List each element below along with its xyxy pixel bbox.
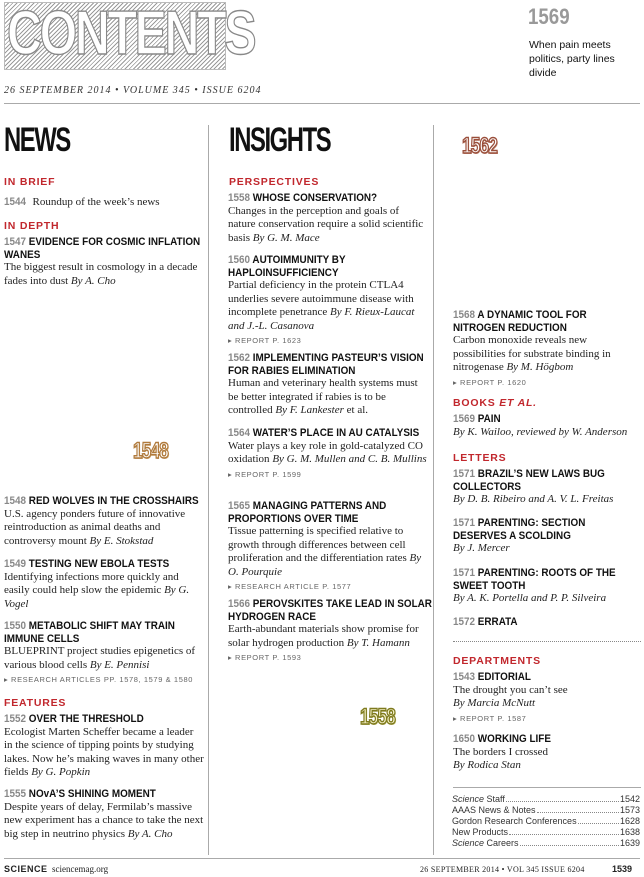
section-divider	[453, 641, 641, 642]
entry-body: U.S. agency ponders future of innovative reintroduction as animal deaths and controversy mount	[4, 507, 186, 547]
entry-title: METABOLIC SHIFT MAY TRAIN IMMUNE CELLS	[4, 620, 175, 645]
page-number: 1571	[453, 517, 476, 529]
toc-entry-1543[interactable]	[453, 671, 641, 723]
in-depth-label: IN DEPTH	[4, 220, 60, 232]
page-number: 1566	[228, 598, 251, 610]
page-number: 1568	[453, 309, 476, 321]
page-badge-1558: 1558	[360, 704, 396, 729]
entry-body: Earth-abundant materials show promise for solar hydrogen production	[228, 623, 419, 649]
misc-item[interactable]: New Products 1638	[452, 827, 640, 837]
byline: By D. B. Ribeiro and A. V. L. Freitas	[453, 493, 614, 505]
entry-title: PAIN	[477, 413, 501, 425]
entry-title: WORKING LIFE	[477, 733, 551, 745]
toc-entry-1571-parenting2[interactable]	[453, 567, 641, 606]
byline: By E. Stokstad	[89, 534, 154, 547]
entry-title: MANAGING PATTERNS AND PROPORTIONS OVER TIME	[228, 500, 387, 525]
byline: By T. Hamann	[346, 636, 410, 649]
letters-label: LETTERS	[453, 452, 507, 464]
entry-title: ERRATA	[477, 616, 518, 628]
byline: By J. Mercer	[453, 542, 510, 554]
byline: By O. Pourquie	[228, 552, 422, 578]
toc-entry-1568[interactable]	[453, 309, 641, 387]
toc-entry-1548[interactable]	[4, 495, 204, 548]
toc-entry-1558[interactable]	[228, 192, 428, 245]
byline: By E. Pennisi	[89, 658, 150, 671]
report-link[interactable]: ▸ REPORT P. 1587	[453, 713, 527, 723]
entry-body: Human and veterinary health systems must be better integrated if rabies is to be controlled	[228, 377, 418, 416]
toc-entry-1566[interactable]	[228, 598, 432, 662]
footer-divider	[4, 858, 640, 859]
report-link[interactable]: ▸ REPORT P. 1623	[228, 336, 302, 345]
journal-name: SCIENCE	[4, 864, 48, 874]
entry-body: Tissue patterning is specified relative to growth through differences between cell proliferation and the differentiation rates	[228, 525, 407, 564]
entry-title: OVER THE THRESHOLD	[28, 713, 144, 725]
page-number: 1562	[228, 352, 251, 364]
page-number: 1552	[4, 713, 27, 725]
toc-entry-1552[interactable]	[4, 713, 204, 780]
toc-entry-1549[interactable]	[4, 558, 204, 611]
entry-title: WATER’S PLACE IN AU CATALYSIS	[252, 427, 420, 439]
byline: By G. Popkin	[31, 766, 91, 778]
page-number: 1569	[453, 413, 476, 425]
page-number: 1558	[228, 192, 251, 204]
entry-title: TESTING NEW EBOLA TESTS	[28, 558, 170, 570]
research-link[interactable]: ▸ RESEARCH ARTICLES PP. 1578, 1579 & 1580	[4, 675, 194, 684]
entry-body: The biggest result in cosmology in a decade fades into dust	[4, 261, 198, 287]
entry-body: The borders I crossed	[453, 745, 548, 758]
toc-entry-1569[interactable]	[453, 413, 641, 439]
header-divider	[4, 103, 640, 104]
byline: By Rodica Stan	[453, 759, 521, 771]
perspectives-label: PERSPECTIVES	[229, 176, 320, 188]
misc-divider	[453, 787, 641, 788]
cover-story-caption[interactable]: When pain meets politics, party lines divide	[529, 39, 615, 79]
page-badge-1548: 1548	[133, 438, 169, 463]
toc-entry-1550[interactable]	[4, 620, 204, 684]
toc-entry-1564[interactable]	[228, 427, 428, 479]
page-number: 1571	[453, 468, 476, 480]
misc-item[interactable]: AAAS News & Notes 1573	[452, 805, 640, 815]
page-number: 1571	[453, 567, 476, 579]
issue-dateline: 26 SEPTEMBER 2014 • VOLUME 345 • ISSUE 6204	[4, 85, 262, 96]
byline: By F. Rieux-Laucat and J.-L. Casanova	[228, 306, 415, 332]
report-link[interactable]: ▸ REPORT P. 1620	[453, 377, 527, 387]
footer-page-number: 1539	[612, 864, 633, 874]
byline: By G. Vogel	[4, 584, 190, 610]
entry-title: PARENTING: SECTION DESERVES A SCOLDING	[453, 517, 586, 542]
entry-title: PEROVSKITES TAKE LEAD IN SOLAR HYDROGEN RACE	[228, 598, 432, 623]
page-number: 1564	[228, 427, 251, 439]
entry-title: PARENTING: ROOTS OF THE SWEET TOOTH	[453, 567, 616, 592]
column-divider-1	[208, 125, 209, 855]
footer-left	[4, 864, 108, 874]
entry-body: Despite years of delay, Fermilab’s massive new experiment has a chance to take the next big step in neutrino physics	[4, 800, 204, 840]
entry-body: Carbon monoxide reveals new possibilities for substrate binding in nitrogenase	[453, 334, 611, 373]
page-number: 1650	[453, 733, 476, 745]
page-number: 1544	[4, 196, 27, 208]
page-number: 1555	[4, 788, 27, 800]
byline-suffix: et al.	[343, 404, 369, 416]
entry-body: BLUEPRINT project studies epigenetics of various blood cells	[4, 645, 196, 671]
contents-masthead	[4, 0, 255, 70]
toc-entry-1562[interactable]	[228, 352, 428, 418]
toc-entry[interactable]	[4, 192, 204, 210]
entry-title: IMPLEMENTING PASTEUR’S VISION FOR RABIES ELIMINATION	[228, 352, 424, 377]
site-link[interactable]: sciencemag.org	[52, 864, 109, 874]
column-divider-2	[433, 125, 434, 855]
masthead-title: CONTENTS	[7, 0, 255, 68]
report-link[interactable]: ▸ REPORT P. 1599	[228, 469, 302, 479]
cover-story-number[interactable]: 1569	[528, 4, 570, 29]
features-label: FEATURES	[4, 697, 67, 709]
news-heading: NEWS	[4, 121, 70, 159]
page-number: 1565	[228, 500, 251, 512]
report-link[interactable]: ▸ REPORT P. 1593	[228, 653, 302, 662]
entry-body: The drought you can’t see	[453, 683, 568, 696]
departments-label: DEPARTMENTS	[453, 655, 541, 667]
toc-entry-1571-parenting1[interactable]	[453, 517, 641, 556]
toc-entry-1560[interactable]	[228, 254, 428, 345]
entry-body: Water plays a key role in gold-catalyzed CO oxidation	[228, 439, 423, 465]
footer-issue: 26 SEPTEMBER 2014 • VOL 345 ISSUE 6204	[420, 865, 585, 874]
page-number: 1543	[453, 671, 476, 683]
entry-title: NOvA’S SHINING MOMENT	[28, 788, 156, 800]
byline: By A. Cho	[127, 827, 173, 840]
entry-title: AUTOIMMUNITY BY HAPLOINSUFFICIENCY	[228, 254, 346, 279]
misc-item[interactable]: Science Careers 1639	[452, 838, 640, 848]
entry-body: Identifying infections more quickly and easily could help slow the epidemic	[4, 570, 179, 596]
entry-title: EDITORIAL	[477, 671, 531, 683]
entry-title: RED WOLVES IN THE CROSSHAIRS	[28, 495, 199, 507]
toc-entry-1650[interactable]	[453, 733, 641, 773]
byline: By G. M. Mullen and C. B. Mullins	[272, 453, 427, 465]
byline: By M. Högbom	[506, 361, 574, 373]
byline: By A. K. Portella and P. P. Silveira	[453, 592, 607, 604]
entry-title: EVIDENCE FOR COSMIC INFLATION WANES	[4, 236, 201, 261]
misc-list	[452, 794, 640, 849]
toc-entry-1565[interactable]	[228, 500, 428, 591]
page-number: 1547	[4, 236, 27, 248]
byline: By A. Cho	[70, 274, 116, 287]
in-brief-label: IN BRIEF	[4, 176, 56, 188]
misc-item[interactable]: Science Staff 1542	[452, 794, 640, 804]
byline: By Marcia McNutt	[453, 697, 536, 709]
byline: By K. Wailoo, reviewed by W. Anderson	[453, 425, 628, 438]
toc-entry-1572[interactable]	[453, 616, 641, 629]
entry-title: BRAZIL’S NEW LAWS BUG COLLECTORS	[453, 468, 605, 493]
byline: By G. M. Mace	[252, 231, 320, 244]
entry-title: A DYNAMIC TOOL FOR NITROGEN REDUCTION	[453, 309, 587, 334]
books-label: BOOKS ET AL.	[453, 397, 537, 409]
toc-entry-1571-bug[interactable]	[453, 468, 641, 507]
research-link[interactable]: ▸ RESEARCH ARTICLE P. 1577	[228, 582, 352, 591]
toc-entry-1555[interactable]	[4, 788, 204, 841]
page-number: 1548	[4, 495, 27, 507]
entry-title: WHOSE CONSERVATION?	[252, 192, 378, 204]
entry-text: Roundup of the week’s news	[32, 196, 160, 208]
insights-heading: INSIGHTS	[229, 121, 331, 159]
entry-body: Changes in the perception and goals of nature conservation require a solid scientific basis	[228, 204, 424, 244]
page-badge-1562: 1562	[462, 133, 498, 158]
page-number: 1560	[228, 254, 251, 266]
misc-item[interactable]: Gordon Research Conferences 1628	[452, 816, 640, 826]
page-number: 1549	[4, 558, 27, 570]
entry-body: Ecologist Marten Scheffer became a leader in the science of tipping points by studying lakes. Now he’s making waves in many other fields	[4, 725, 204, 778]
entry-body: Partial deficiency in the protein CTLA4 underlies severe autoimmune disease with incomplete penetrance	[228, 279, 414, 318]
byline: By F. Lankester	[275, 404, 344, 416]
toc-entry-1547[interactable]	[4, 236, 204, 288]
page-number: 1572	[453, 616, 476, 628]
page-number: 1550	[4, 620, 27, 632]
